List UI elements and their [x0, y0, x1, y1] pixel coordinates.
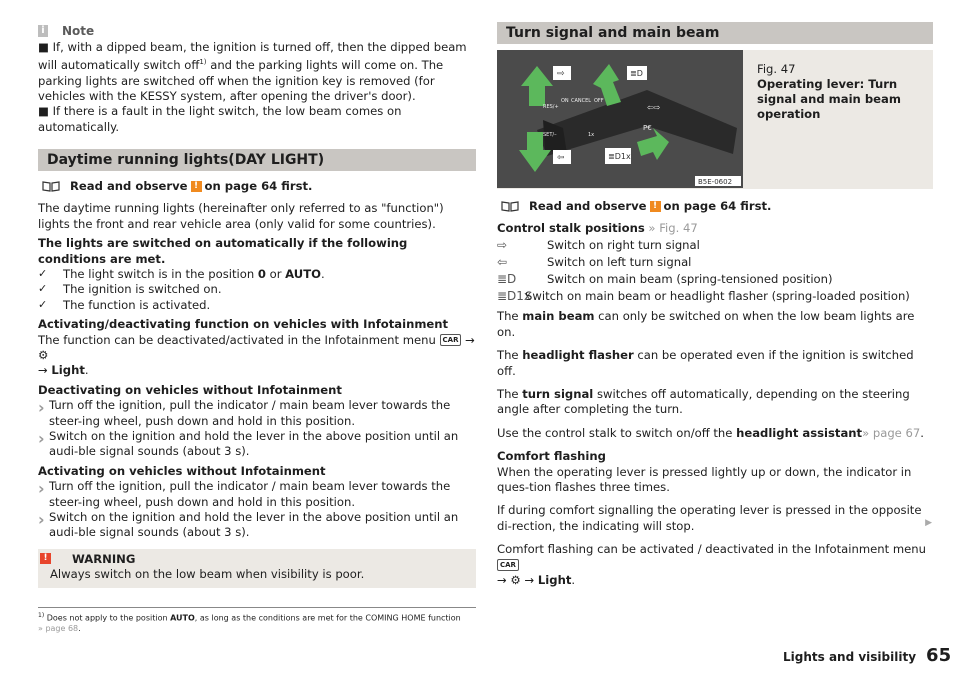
check-icon: ✓ [38, 297, 48, 311]
position-item: ≣D Switch on main beam (spring-tensioned position) [497, 271, 833, 286]
continue-arrow-icon: ▶ [925, 518, 932, 528]
comfort-paragraph-1: When the operating lever is pressed lightly up or down, the indicator in ques-tion flashes three times. [497, 464, 912, 495]
control-heading-line: Control stalk positions » Fig. 47 [497, 221, 698, 235]
section-title-daytime: Daytime running lights(DAY LIGHT) [38, 149, 476, 171]
comfort-paragraph-3: Comfort flashing can be activated / deactivated in the Infotainment menu CAR → ⚙ → Light. [497, 542, 926, 588]
book-icon [501, 201, 519, 212]
condition-item: ✓ The function is activated. [38, 297, 211, 312]
svg-text:⇦: ⇦ [557, 153, 565, 163]
warning-text: Always switch on the low beam when visibility is poor. [50, 566, 365, 581]
note-header [38, 22, 476, 40]
comfort-heading: Comfort flashing [497, 449, 606, 464]
assistant-paragraph: Use the control stalk to switch on/off the headlight assistant» page 67. [497, 425, 924, 440]
condition-item: ✓ The ignition is switched on. [38, 282, 222, 297]
daytime-intro: The daytime running lights (hereinafter only referred to as "function") lights the front and rear vehicle area (only valid for some countries). [38, 201, 444, 231]
footnote: $^{1)}$ Does not apply to the position AUTO, as long as the conditions are met for the COMING HOME function » page 68. [38, 607, 476, 635]
book-icon [42, 181, 60, 192]
figure-link[interactable]: » Fig. 47 [644, 221, 698, 235]
note-paragraph-2: ■ If there is a fault in the light switch, the low beam comes on automatically. [38, 104, 402, 134]
check-icon: ✓ [38, 266, 48, 280]
left-column [38, 22, 476, 588]
right-column [497, 22, 933, 589]
position-item: ≣D1x Switch on main beam or headlight flasher (spring-loaded position) [497, 288, 910, 303]
main-beam-paragraph: The main beam can only be switched on when the low beam lights are on. [497, 309, 915, 339]
settings-gear-icon: ⚙ [38, 347, 49, 362]
figure-label: Fig. 47 [757, 62, 796, 76]
activate-infotainment-heading: Activating/deactivating function on vehicles with Infotainment [38, 317, 449, 332]
figure-caption [743, 50, 932, 189]
section-title-turn-signal: Turn signal and main beam [497, 22, 933, 44]
list-item: › Switch on the ignition and hold the lever in the above position until an audi-ble signal sounds (about 3 s). [38, 428, 459, 459]
chevron-right-icon: › [38, 479, 45, 499]
note-paragraph-1: ■ If, with a dipped beam, the ignition is turned off, then the dipped beam will automatically switch off$^{1)}$ and the parking lights will come on. The parking lights are switched off when the ignition key is removed (for vehicles with the KESSY system, after opening the driver's door). [38, 40, 467, 104]
warning-icon: ! [40, 553, 51, 564]
page-footer [783, 645, 951, 666]
warning-icon: ! [650, 201, 661, 212]
footnote-page-link[interactable]: » page 68 [38, 624, 79, 634]
svg-text:CANCEL: CANCEL [571, 98, 592, 104]
chevron-right-icon: › [38, 428, 45, 448]
list-item: › Switch on the ignition and hold the lever in the above position until an audi-ble signal sounds (about 3 s). [38, 510, 459, 540]
note-title: Note [62, 24, 95, 38]
svg-text:ON: ON [561, 98, 569, 104]
svg-text:1x: 1x [588, 132, 595, 138]
list-item: › Turn off the ignition, pull the indicator / main beam lever towards the steer-ing wheel, push down and hold in this position. [38, 479, 451, 509]
turn-left-icon: ⇦ [497, 254, 508, 269]
chevron-right-icon: › [38, 510, 45, 530]
warning-title: WARNING [72, 551, 136, 566]
lever-illustration [497, 50, 743, 188]
page-number: 65 [926, 645, 952, 666]
svg-text:RES/+: RES/+ [543, 104, 559, 110]
deactivate-no-infotainment-heading: Deactivating on vehicles without Infotainment [38, 382, 342, 397]
svg-text:SET/–: SET/– [543, 132, 557, 138]
comfort-paragraph-2: If during comfort signalling the operating lever is pressed in the opposite di-rection, the indicating will stop. [497, 503, 922, 533]
headlight-flasher-icon: ≣D1x [497, 288, 532, 303]
settings-gear-icon: ⚙ [510, 573, 521, 588]
activate-infotainment-text: The function can be deactivated/activated in the Infotainment menu CAR → ⚙ → Light. [38, 332, 475, 378]
condition-item: ✓ The light switch is in the position 0 or AUTO. [38, 266, 325, 281]
read-observe-line: Read and observe ! on page 64 first. [497, 197, 933, 215]
main-beam-icon: ≣D [497, 271, 517, 286]
svg-text:OFF: OFF [594, 98, 604, 104]
lever-diagram [497, 50, 743, 188]
warning-icon: ! [191, 181, 202, 192]
turn-right-icon: ⇨ [497, 237, 508, 252]
warning-box [38, 549, 476, 588]
figure-caption-text: Operating lever: Turn signal and main beam operation [757, 77, 901, 121]
page-link[interactable]: » page 67 [862, 425, 921, 440]
svg-text:B5E-0602: B5E-0602 [698, 178, 733, 186]
info-icon: i [38, 25, 48, 37]
footer-section-title: Lights and visibility [783, 650, 917, 664]
svg-text:⇦⇨: ⇦⇨ [647, 103, 661, 112]
activate-no-infotainment-heading: Activating on vehicles without Infotainment [38, 463, 326, 478]
list-item: › Turn off the ignition, pull the indicator / main beam lever towards the steer-ing wheel, push down and hold in this position. [38, 398, 451, 428]
svg-text:≣D1x: ≣D1x [608, 152, 631, 161]
turn-signal-paragraph: The turn signal switches off automatically, depending on the steering angle after completing the turn. [497, 387, 910, 417]
svg-text:≣D: ≣D [630, 69, 643, 78]
chevron-right-icon: › [38, 398, 45, 418]
svg-text:P€: P€ [643, 124, 652, 132]
flasher-paragraph: The headlight flasher can be operated even if the ignition is switched off. [497, 348, 914, 378]
read-observe-line: Read and observe ! on page 64 first. [38, 177, 476, 195]
svg-text:⇨: ⇨ [557, 69, 565, 79]
conditions-heading: The lights are switched on automatically if the following conditions are met. [38, 236, 408, 266]
position-item: ⇦ Switch on left turn signal [497, 254, 692, 269]
check-icon: ✓ [38, 282, 48, 296]
position-item: ⇨ Switch on right turn signal [497, 237, 700, 252]
car-key-icon: CAR [497, 559, 519, 571]
figure-47 [497, 50, 933, 189]
car-key-icon: CAR [440, 334, 462, 346]
